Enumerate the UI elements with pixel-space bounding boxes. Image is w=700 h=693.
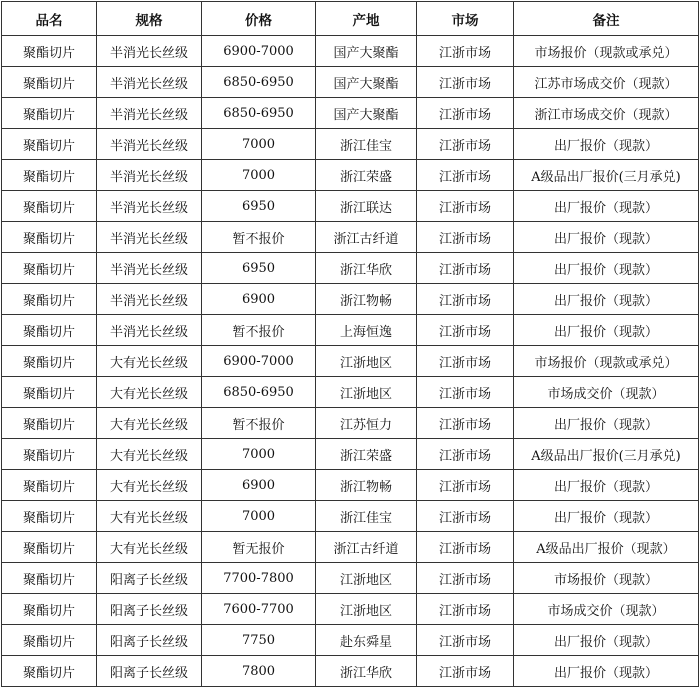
cell-origin: 国产大聚酯	[316, 98, 417, 129]
cell-spec: 大有光长丝级	[97, 501, 202, 532]
cell-market: 江浙市场	[417, 656, 514, 687]
table-row	[2, 594, 699, 625]
cell-market: 江浙市场	[417, 222, 514, 253]
cell-product-name: 聚酯切片	[2, 253, 97, 284]
cell-origin: 浙江联达	[316, 191, 417, 222]
cell-origin: 江浙地区	[316, 563, 417, 594]
cell-spec: 大有光长丝级	[97, 346, 202, 377]
cell-spec: 半消光长丝级	[97, 191, 202, 222]
cell-spec: 半消光长丝级	[97, 222, 202, 253]
cell-market: 江浙市场	[417, 36, 514, 67]
header-remarks: 备注	[514, 2, 699, 36]
cell-spec: 半消光长丝级	[97, 253, 202, 284]
table-row	[2, 36, 699, 67]
cell-market: 江浙市场	[417, 129, 514, 160]
cell-market: 江浙市场	[417, 377, 514, 408]
cell-price: 暂不报价	[202, 408, 316, 439]
cell-spec: 半消光长丝级	[97, 160, 202, 191]
cell-price: 暂不报价	[202, 315, 316, 346]
table-row	[2, 191, 699, 222]
cell-price: 7000	[202, 160, 316, 191]
cell-spec: 阳离子长丝级	[97, 563, 202, 594]
table-row	[2, 346, 699, 377]
cell-remarks: 出厂报价（现款）	[514, 625, 699, 656]
cell-price: 6850-6950	[202, 67, 316, 98]
cell-spec: 半消光长丝级	[97, 315, 202, 346]
cell-remarks: 浙江市场成交价（现款）	[514, 98, 699, 129]
table-row	[2, 315, 699, 346]
cell-remarks: 出厂报价（现款）	[514, 222, 699, 253]
cell-market: 江浙市场	[417, 563, 514, 594]
cell-product-name: 聚酯切片	[2, 160, 97, 191]
cell-remarks: 出厂报价（现款）	[514, 470, 699, 501]
header-product-name: 品名	[2, 2, 97, 36]
cell-price: 6950	[202, 253, 316, 284]
cell-market: 江浙市场	[417, 315, 514, 346]
table-row	[2, 470, 699, 501]
cell-origin: 浙江荣盛	[316, 439, 417, 470]
cell-spec: 大有光长丝级	[97, 532, 202, 563]
table-row	[2, 222, 699, 253]
cell-remarks: 出厂报价（现款）	[514, 501, 699, 532]
cell-product-name: 聚酯切片	[2, 532, 97, 563]
table-row	[2, 563, 699, 594]
cell-market: 江浙市场	[417, 625, 514, 656]
cell-spec: 大有光长丝级	[97, 377, 202, 408]
table-row	[2, 408, 699, 439]
cell-product-name: 聚酯切片	[2, 625, 97, 656]
cell-origin: 浙江荣盛	[316, 160, 417, 191]
cell-origin: 江苏恒力	[316, 408, 417, 439]
table-row	[2, 532, 699, 563]
header-market: 市场	[417, 2, 514, 36]
cell-price: 7600-7700	[202, 594, 316, 625]
table-row	[2, 625, 699, 656]
cell-price: 6900-7000	[202, 346, 316, 377]
cell-remarks: 出厂报价（现款）	[514, 315, 699, 346]
cell-origin: 浙江佳宝	[316, 129, 417, 160]
cell-market: 江浙市场	[417, 501, 514, 532]
cell-remarks: 出厂报价（现款）	[514, 253, 699, 284]
cell-price: 暂无报价	[202, 532, 316, 563]
cell-remarks: 市场报价（现款）	[514, 563, 699, 594]
cell-origin: 国产大聚酯	[316, 36, 417, 67]
cell-product-name: 聚酯切片	[2, 501, 97, 532]
cell-price: 7000	[202, 129, 316, 160]
cell-remarks: 出厂报价（现款）	[514, 284, 699, 315]
cell-product-name: 聚酯切片	[2, 346, 97, 377]
cell-remarks: 出厂报价（现款）	[514, 191, 699, 222]
table-row	[2, 377, 699, 408]
cell-market: 江浙市场	[417, 594, 514, 625]
cell-price: 6900	[202, 470, 316, 501]
cell-origin: 赴东舜星	[316, 625, 417, 656]
cell-price: 7750	[202, 625, 316, 656]
cell-origin: 浙江佳宝	[316, 501, 417, 532]
cell-price: 6900-7000	[202, 36, 316, 67]
cell-remarks: 出厂报价（现款）	[514, 656, 699, 687]
cell-price: 7000	[202, 439, 316, 470]
cell-product-name: 聚酯切片	[2, 315, 97, 346]
cell-spec: 半消光长丝级	[97, 67, 202, 98]
table-row	[2, 98, 699, 129]
cell-origin: 浙江古纤道	[316, 222, 417, 253]
table-body	[2, 36, 699, 687]
cell-spec: 大有光长丝级	[97, 439, 202, 470]
cell-remarks: 市场报价（现款或承兑）	[514, 36, 699, 67]
cell-remarks: A级品出厂报价(三月承兑)	[514, 439, 699, 470]
cell-product-name: 聚酯切片	[2, 98, 97, 129]
cell-spec: 大有光长丝级	[97, 470, 202, 501]
cell-market: 江浙市场	[417, 253, 514, 284]
cell-product-name: 聚酯切片	[2, 470, 97, 501]
cell-origin: 浙江华欣	[316, 656, 417, 687]
cell-product-name: 聚酯切片	[2, 36, 97, 67]
cell-product-name: 聚酯切片	[2, 222, 97, 253]
cell-product-name: 聚酯切片	[2, 594, 97, 625]
table-row	[2, 284, 699, 315]
table-row	[2, 439, 699, 470]
cell-market: 江浙市场	[417, 470, 514, 501]
cell-origin: 江浙地区	[316, 346, 417, 377]
cell-origin: 江浙地区	[316, 594, 417, 625]
cell-product-name: 聚酯切片	[2, 408, 97, 439]
cell-product-name: 聚酯切片	[2, 439, 97, 470]
price-table	[1, 1, 699, 687]
cell-spec: 半消光长丝级	[97, 129, 202, 160]
cell-market: 江浙市场	[417, 408, 514, 439]
cell-market: 江浙市场	[417, 439, 514, 470]
cell-spec: 半消光长丝级	[97, 98, 202, 129]
cell-market: 江浙市场	[417, 346, 514, 377]
header-price: 价格	[202, 2, 316, 36]
cell-origin: 江浙地区	[316, 377, 417, 408]
cell-spec: 半消光长丝级	[97, 284, 202, 315]
cell-remarks: 出厂报价（现款）	[514, 129, 699, 160]
cell-spec: 大有光长丝级	[97, 408, 202, 439]
cell-remarks: 市场成交价（现款）	[514, 594, 699, 625]
cell-price: 6900	[202, 284, 316, 315]
table-row	[2, 67, 699, 98]
cell-market: 江浙市场	[417, 98, 514, 129]
cell-market: 江浙市场	[417, 284, 514, 315]
cell-spec: 阳离子长丝级	[97, 625, 202, 656]
cell-origin: 浙江物畅	[316, 284, 417, 315]
cell-product-name: 聚酯切片	[2, 67, 97, 98]
cell-price: 暂不报价	[202, 222, 316, 253]
table-row	[2, 656, 699, 687]
cell-remarks: 江苏市场成交价（现款）	[514, 67, 699, 98]
header-origin: 产地	[316, 2, 417, 36]
cell-remarks: A级品出厂报价（现款）	[514, 532, 699, 563]
cell-market: 江浙市场	[417, 160, 514, 191]
cell-product-name: 聚酯切片	[2, 284, 97, 315]
cell-price: 6850-6950	[202, 98, 316, 129]
cell-price: 7700-7800	[202, 563, 316, 594]
cell-market: 江浙市场	[417, 191, 514, 222]
cell-origin: 上海恒逸	[316, 315, 417, 346]
cell-spec: 阳离子长丝级	[97, 656, 202, 687]
cell-origin: 国产大聚酯	[316, 67, 417, 98]
table-row	[2, 253, 699, 284]
cell-remarks: 市场成交价（现款）	[514, 377, 699, 408]
cell-market: 江浙市场	[417, 67, 514, 98]
cell-price: 6850-6950	[202, 377, 316, 408]
cell-price: 7000	[202, 501, 316, 532]
header-spec: 规格	[97, 2, 202, 36]
cell-spec: 半消光长丝级	[97, 36, 202, 67]
header-row	[2, 2, 699, 36]
cell-price: 7800	[202, 656, 316, 687]
cell-origin: 浙江华欣	[316, 253, 417, 284]
cell-product-name: 聚酯切片	[2, 129, 97, 160]
table-header	[2, 2, 699, 36]
cell-product-name: 聚酯切片	[2, 191, 97, 222]
cell-remarks: 出厂报价（现款）	[514, 408, 699, 439]
table-row	[2, 501, 699, 532]
cell-origin: 浙江物畅	[316, 470, 417, 501]
cell-origin: 浙江古纤道	[316, 532, 417, 563]
cell-product-name: 聚酯切片	[2, 563, 97, 594]
cell-price: 6950	[202, 191, 316, 222]
cell-remarks: A级品出厂报价(三月承兑)	[514, 160, 699, 191]
cell-product-name: 聚酯切片	[2, 377, 97, 408]
cell-market: 江浙市场	[417, 532, 514, 563]
cell-remarks: 市场报价（现款或承兑）	[514, 346, 699, 377]
table-row	[2, 129, 699, 160]
table-row	[2, 160, 699, 191]
cell-spec: 阳离子长丝级	[97, 594, 202, 625]
cell-product-name: 聚酯切片	[2, 656, 97, 687]
